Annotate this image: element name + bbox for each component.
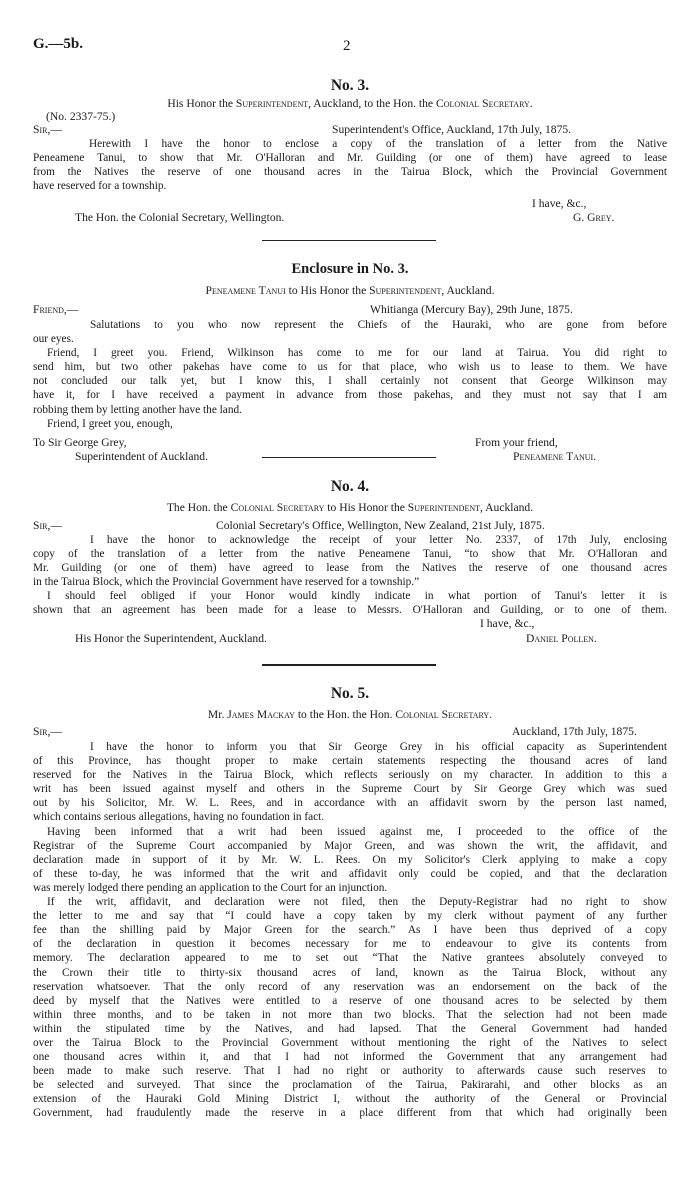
page-number: 2 bbox=[343, 38, 351, 54]
to-line-enclosure: To Sir George Grey, bbox=[33, 436, 127, 449]
section-subtitle-no3: His Honor the Superintendent, Auckland, to the Hon. the Colonial Secretary. bbox=[167, 97, 533, 110]
page-reference: G.—5b. bbox=[33, 36, 84, 52]
addressee-no4: His Honor the Superintendent, Auckland. bbox=[75, 632, 267, 645]
salutation-enclosure: Friend,— bbox=[33, 303, 79, 316]
signature-no4: Daniel Pollen. bbox=[526, 632, 597, 645]
closing-no4: I have, &c., bbox=[480, 617, 535, 630]
section-heading-no5: No. 5. bbox=[330, 685, 370, 702]
body-line: have it, for I have received a payment in advance from those pakehas, and they must not say that I am bbox=[33, 389, 667, 402]
body-line: within the stipulated time by the Natives, and had lapsed. That the General Government had handed bbox=[33, 1022, 667, 1035]
to-title-enclosure: Superintendent of Auckland. bbox=[75, 450, 208, 463]
body-line: Friend, I greet you. Friend, Wilkinson has come to me for our land at Tairua. You did right to bbox=[47, 347, 667, 360]
signature-no3: G. Grey. bbox=[573, 211, 615, 224]
body-line: Peneamene Tanui, to show that Mr. O'Halloran and Mr. Guilding (or one of them) have agreed to lease bbox=[33, 152, 667, 165]
body-line: of this Province, has thought proper to make certain statements respecting the thousand acres of land bbox=[33, 755, 667, 768]
body-line: in the Tairua Block, which the Provincial Government have reserved for a township.” bbox=[33, 576, 420, 589]
body-line: Herewith I have the honor to enclose a copy of the translation of a letter from the Native bbox=[89, 138, 667, 150]
section-heading-no3: No. 3. bbox=[330, 77, 370, 94]
body-line: which contains serious allegations, having no foundation in fact. bbox=[33, 811, 325, 824]
body-line: the letter to me and say that “I could have a copy taken by my clerk without payment of any further bbox=[33, 910, 667, 923]
place-date-no3: Superintendent's Office, Auckland, 17th July, 1875. bbox=[332, 123, 572, 136]
salutation-no4: Sir,— bbox=[33, 519, 62, 532]
body-line: memory. The declaration appeared to me to set out “That the Native grantees absolutely conveyed to bbox=[33, 952, 667, 965]
body-line: I should feel obliged if your Honor would kindly indicate in what portion of Tanui's letter it is bbox=[47, 590, 667, 603]
section-heading-no4: No. 4. bbox=[330, 478, 370, 495]
body-line: out by his Solicitor, Mr. W. L. Rees, and in accordance with an affidavit sworn by the person last named, bbox=[33, 797, 667, 810]
body-line: Government, had fraudulently made the reserve in a place different from that which had originally been bbox=[33, 1107, 667, 1120]
addressee-no3: The Hon. the Colonial Secretary, Wellington. bbox=[75, 211, 285, 224]
body-line: Mr. Guilding (or one of them) have agreed to lease from the Natives the reserve of one thousand acres bbox=[33, 562, 667, 575]
letter-body-no3 bbox=[33, 137, 667, 193]
body-line: not concluded our talk yet, but I know this, I shall certainly not consent that George Wilkinson may bbox=[33, 375, 667, 388]
body-line: reserved for the Natives in the Tairua Block, which reflects seriously on my character. In addition to this a bbox=[33, 769, 667, 782]
body-line: one thousand acres within it, and that I had not informed the Government that any arrangement had bbox=[33, 1051, 667, 1064]
signature-enclosure: Peneamene Tanui. bbox=[513, 450, 597, 463]
from-line-enclosure: From your friend, bbox=[475, 436, 558, 449]
salutation-no3: Sir,— bbox=[33, 123, 62, 136]
letter-body-enclosure bbox=[33, 318, 667, 431]
body-line: If the writ, affidavit, and declaration were not filed, then the Deputy-Registrar had no right to show bbox=[47, 896, 667, 909]
section-subtitle-no5: Mr. James Mackay to the Hon. the Hon. Colonial Secretary. bbox=[207, 708, 493, 721]
body-line: Friend, I greet you, enough, bbox=[47, 417, 173, 430]
body-line: extension of the Hauraki Gold Mining District I, without the authority of the General or Provincial bbox=[33, 1093, 667, 1106]
body-line: from the Natives the reserve of one thousand acres in the Tairua Block, which the Provincial Government bbox=[33, 166, 667, 179]
closing-no3: I have, &c., bbox=[532, 197, 587, 210]
place-date-enclosure: Whitianga (Mercury Bay), 29th June, 1875. bbox=[370, 303, 573, 316]
body-line: of the declaration in question it becomes necessary for me to endeavour to give its contents from bbox=[33, 938, 667, 951]
body-line: copy of the translation of a letter from the native Peneamene Tanui, “to show that Mr. O'Halloran and bbox=[33, 548, 667, 561]
letter-body-no5 bbox=[33, 740, 667, 1121]
place-date-no4: Colonial Secretary's Office, Wellington, New Zealand, 21st July, 1875. bbox=[216, 519, 545, 532]
body-line: deed by myself that the Natives were entitled to a reserve of one thousand acres to be selected by them bbox=[33, 994, 667, 1007]
place-date-no5: Auckland, 17th July, 1875. bbox=[512, 725, 637, 738]
body-line: our eyes. bbox=[33, 333, 74, 346]
enclosure-subtitle: Peneamene Tanui to His Honor the Superintendent, Auckland. bbox=[205, 284, 495, 297]
section-divider bbox=[262, 240, 436, 241]
section-subtitle-no4: The Hon. the Colonial Secretary to His Honor the Superintendent, Auckland. bbox=[166, 501, 534, 514]
body-line: within three months, and to be taken in not more than two blocks. That the selection had not been made bbox=[33, 1008, 667, 1021]
section-divider bbox=[262, 457, 436, 458]
body-line: writ has been issued against myself and others in the Supreme Court by Sir George Grey which was sued bbox=[33, 783, 667, 796]
body-line: I have the honor to acknowledge the receipt of your letter No. 2337, of 17th July, enclosing bbox=[90, 534, 667, 546]
letter-reference: (No. 2337-75.) bbox=[46, 110, 116, 123]
body-line: have reserved for a township. bbox=[33, 180, 167, 193]
body-line: robbing them by letting another have the land. bbox=[33, 403, 242, 416]
body-line: fee than the shilling paid by Major Green for the search.” As I have been thus deprived of a copy bbox=[33, 924, 667, 937]
body-line: over the Tairua Block to the Provincial Government without mentioning the right of the Natives to select bbox=[33, 1036, 667, 1049]
body-line: of these to-day, he was informed that the writ and affidavit only could be copied, and that the declaration bbox=[33, 867, 667, 880]
body-line: Having been informed that a writ had been issued against me, I proceeded to the office of the bbox=[47, 825, 667, 838]
body-line: be selected and surveyed. That since the proclamation of the Tairua, Pakirarahi, and other blocks as an bbox=[33, 1079, 667, 1092]
enclosure-heading: Enclosure in No. 3. bbox=[291, 261, 409, 277]
body-line: shown that an agreement has been made for a lease to Messrs. O'Halloran and Guilding, or to one of them. bbox=[33, 604, 667, 617]
letter-body-no4 bbox=[33, 533, 667, 618]
body-line: was merely lodged there pending an application to the Court for an injunction. bbox=[33, 881, 388, 894]
body-line: been made to make such reserve. That I had no right or authority to afterwards cause such reserves to bbox=[33, 1065, 667, 1078]
salutation-no5: Sir,— bbox=[33, 725, 62, 738]
body-line: Registrar of the Supreme Court accompanied by Major Green, and was shown the writ, the affidavit, and bbox=[33, 839, 667, 852]
body-line: I have the honor to inform you that Sir George Grey in his official capacity as Superintendent bbox=[90, 741, 667, 753]
section-divider bbox=[262, 664, 436, 666]
body-line: reservation whatsoever. That the only record of any reservation was an endorsement on the back of the bbox=[33, 980, 667, 993]
body-line: the Crown their title to thirty-six thousand acres of land, known as the Tairua Block, without any bbox=[33, 966, 667, 979]
body-line: send him, but two other pakehas have come to us for that place, who wish us to lease to them. We have bbox=[33, 361, 667, 374]
body-line: declaration made in support of it by Mr. W. L. Rees. On my Solicitor's Clerk applying to make a copy bbox=[33, 853, 667, 866]
body-line: Salutations to you who now represent the Chiefs of the Hauraki, who are gone from before bbox=[90, 319, 667, 331]
